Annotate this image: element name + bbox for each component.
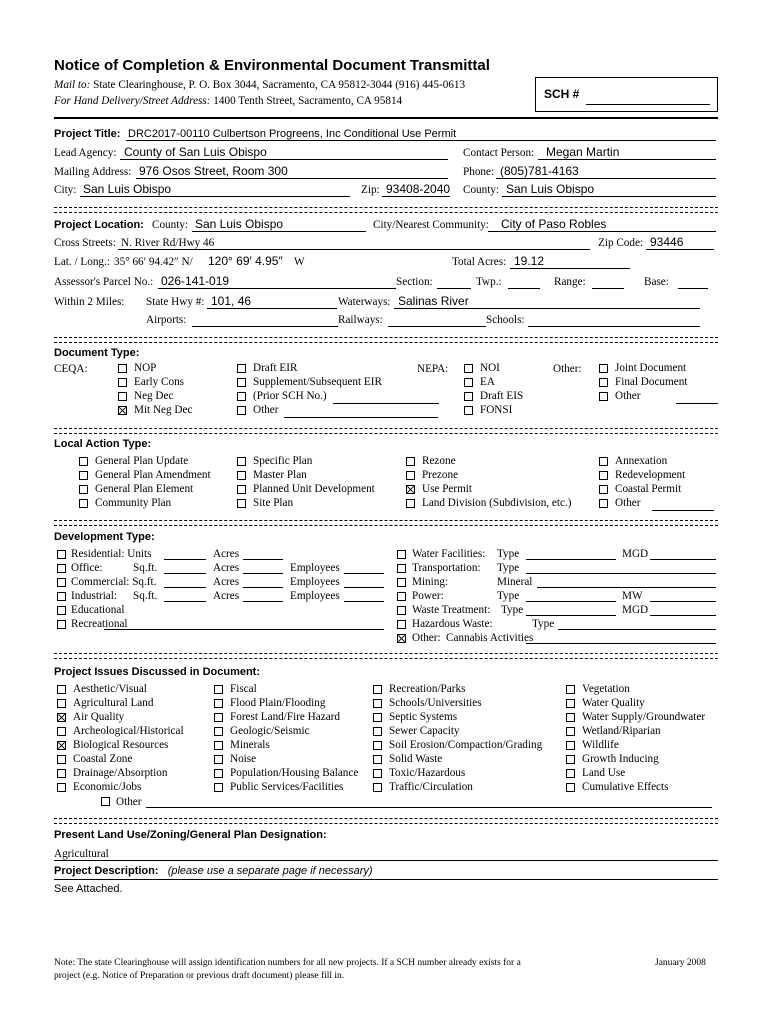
fiscal-label: Fiscal xyxy=(230,683,257,695)
aesthetic-visual-label: Aesthetic/Visual xyxy=(73,683,147,695)
local-action-heading: Local Action Type: xyxy=(54,438,152,450)
section-field[interactable] xyxy=(437,288,471,289)
office-sub-label: Sq.ft. xyxy=(133,562,158,574)
longitude-direction: W xyxy=(294,256,305,268)
zip-code-label: Zip Code: xyxy=(598,237,644,249)
nop-label: NOP xyxy=(134,362,157,374)
county-field[interactable]: San Luis Obispo xyxy=(506,182,595,196)
section-separator xyxy=(54,207,718,213)
recreation-parks-checkbox[interactable] xyxy=(373,685,382,694)
mining-field[interactable] xyxy=(537,587,716,588)
draft-eis-checkbox[interactable] xyxy=(464,392,473,401)
final-document-checkbox[interactable] xyxy=(599,378,608,387)
development-type-heading: Development Type: xyxy=(54,531,155,543)
waterways-field[interactable]: Salinas River xyxy=(398,294,469,308)
power-checkbox[interactable] xyxy=(397,592,406,601)
land-use-underline xyxy=(54,860,718,861)
nepa-other-field[interactable] xyxy=(676,403,718,404)
geologic-seismic-label: Geologic/Seismic xyxy=(230,725,310,737)
power-label: Power: xyxy=(412,590,444,602)
draft-eis-label: Draft EIS xyxy=(480,390,524,402)
other-label: Other xyxy=(615,497,641,509)
solid-waste-checkbox[interactable] xyxy=(373,755,382,764)
transportation-label: Transportation: xyxy=(412,562,481,574)
prior-sch-no-label: (Prior SCH No.) xyxy=(253,390,327,402)
office-employees-label: Employees xyxy=(290,562,340,574)
waterways-label: Waterways: xyxy=(338,296,391,308)
agricultural-land-checkbox[interactable] xyxy=(57,699,66,708)
general-plan-element-label: General Plan Element xyxy=(95,483,194,495)
phone-label: Phone: xyxy=(463,166,495,178)
sch-label: SCH # xyxy=(544,87,580,101)
project-description-field[interactable]: See Attached. xyxy=(54,883,123,895)
office-acres-field[interactable] xyxy=(243,573,283,574)
other-label: Other xyxy=(253,404,279,416)
prior-sch-field[interactable] xyxy=(333,403,439,404)
commercial-sq-ft-acres-label: Acres xyxy=(213,576,240,588)
location-county-underline xyxy=(192,231,366,232)
forest-land-fire-hazard-label: Forest Land/Fire Hazard xyxy=(230,711,340,723)
waste-treatment-type-label: Type xyxy=(501,604,524,616)
project-title-field[interactable]: DRC2017-00110 Culbertson Progreens, Inc Conditional Use Permit xyxy=(128,128,457,140)
header-rule xyxy=(54,117,718,119)
water-facilities-type-label: Type xyxy=(497,548,520,560)
minerals-label: Minerals xyxy=(230,739,270,751)
phone-underline xyxy=(496,178,716,179)
project-description-heading: Project Description: (please use a separate page if necessary) xyxy=(54,865,373,877)
drainage-absorption-checkbox[interactable] xyxy=(57,769,66,778)
septic-systems-label: Septic Systems xyxy=(389,711,458,723)
noi-checkbox[interactable] xyxy=(464,364,473,373)
prezone-label: Prezone xyxy=(422,469,459,481)
population-housing-balance-label: Population/Housing Balance xyxy=(230,767,359,779)
state-hwy-underline xyxy=(207,308,337,309)
lead-agency-label: Lead Agency: xyxy=(54,147,117,159)
water-quality-checkbox[interactable] xyxy=(566,699,575,708)
zip-underline xyxy=(382,196,450,197)
land-use-heading: Present Land Use/Zoning/General Plan Designation: xyxy=(54,829,327,841)
range-field[interactable] xyxy=(592,288,624,289)
neg-dec-label: Neg Dec xyxy=(134,390,174,402)
schools-field[interactable] xyxy=(528,326,700,327)
location-county-field[interactable]: San Luis Obispo xyxy=(195,217,284,231)
water-facilities-type-field[interactable] xyxy=(526,559,616,560)
mining-type-label: Mineral xyxy=(497,576,533,588)
waste-treatment-label: Waste Treatment: xyxy=(412,604,491,616)
waste-treatment-type-field[interactable] xyxy=(526,615,616,616)
air-quality-label: Air Quality xyxy=(73,711,125,723)
commercial-sq-ft-acres-field[interactable] xyxy=(243,587,283,588)
wildlife-checkbox[interactable] xyxy=(566,741,575,750)
other-checkbox[interactable] xyxy=(599,499,608,508)
mailing-address-label: Mailing Address: xyxy=(54,166,132,178)
economic-jobs-label: Economic/Jobs xyxy=(73,781,142,793)
state-hwy-label: State Hwy #: xyxy=(146,296,205,308)
annexation-label: Annexation xyxy=(615,455,668,467)
planned-unit-development-label: Planned Unit Development xyxy=(253,483,375,495)
total-acres-label: Total Acres: xyxy=(452,256,507,268)
lat-long-label: Lat. / Long.: xyxy=(54,256,110,268)
mailing-underline xyxy=(136,178,448,179)
city-field[interactable]: San Luis Obispo xyxy=(83,182,172,196)
rezone-checkbox[interactable] xyxy=(406,457,415,466)
specific-plan-label: Specific Plan xyxy=(253,455,313,467)
public-services-facilities-label: Public Services/Facilities xyxy=(230,781,344,793)
apn-label: Assessor's Parcel No.: xyxy=(54,276,154,288)
educational-checkbox[interactable] xyxy=(57,606,66,615)
issue-other-label: Other xyxy=(116,796,142,808)
population-housing-balance-checkbox[interactable] xyxy=(214,769,223,778)
footer-note-line-1: Note: The state Clearinghouse will assign identification numbers for all new projects. If a SCH number already exists for a xyxy=(54,958,521,968)
hazardous-waste-type-label: Type xyxy=(532,618,555,630)
project-issues-heading: Project Issues Discussed in Document: xyxy=(54,666,261,678)
hazardous-waste-field[interactable] xyxy=(558,629,716,630)
transportation-checkbox[interactable] xyxy=(397,564,406,573)
airports-field[interactable] xyxy=(192,326,338,327)
ea-checkbox[interactable] xyxy=(464,378,473,387)
water-facilities-unit-field[interactable] xyxy=(650,559,716,560)
residential-units-acres-field[interactable] xyxy=(243,559,283,560)
biological-resources-label: Biological Resources xyxy=(73,739,169,751)
recreational-checkbox[interactable] xyxy=(57,620,66,629)
transportation-type-label: Type xyxy=(497,562,520,574)
issue-other-checkbox[interactable] xyxy=(101,797,110,806)
community-plan-checkbox[interactable] xyxy=(79,499,88,508)
water-supply-groundwater-label: Water Supply/Groundwater xyxy=(582,711,706,723)
cross-streets-underline xyxy=(118,249,590,250)
section-separator xyxy=(54,337,718,343)
noi-label: NOI xyxy=(480,362,500,374)
apn-underline xyxy=(158,288,396,289)
archeological-historical-checkbox[interactable] xyxy=(57,727,66,736)
wetland-riparian-label: Wetland/Riparian xyxy=(582,725,661,737)
contact-label: Contact Person: xyxy=(463,147,535,159)
zip-field[interactable]: 93408-2040 xyxy=(386,182,451,196)
lead-agency-field[interactable]: County of San Luis Obispo xyxy=(124,145,267,159)
economic-jobs-checkbox[interactable] xyxy=(57,783,66,792)
waterways-underline xyxy=(394,308,700,309)
base-label: Base: xyxy=(644,276,669,288)
ceqa-label: CEQA: xyxy=(54,363,88,375)
railways-label: Railways: xyxy=(338,314,383,326)
commercial-sq-ft-employees-label: Employees xyxy=(290,576,340,588)
waste-treatment-unit-field[interactable] xyxy=(650,615,716,616)
hazardous-waste-label: Hazardous Waste: xyxy=(412,618,493,630)
contact-underline xyxy=(538,159,716,160)
toxic-hazardous-label: Toxic/Hazardous xyxy=(389,767,466,779)
master-plan-checkbox[interactable] xyxy=(237,471,246,480)
schools-universities-checkbox[interactable] xyxy=(373,699,382,708)
water-supply-groundwater-checkbox[interactable] xyxy=(566,713,575,722)
zip-code-underline xyxy=(646,249,714,250)
mail-to-line: Mail to: State Clearinghouse, P. O. Box 3044, Sacramento, CA 95812-3044 (916) 445-0613 xyxy=(54,79,466,91)
vegetation-checkbox[interactable] xyxy=(566,685,575,694)
hazardous-waste-checkbox[interactable] xyxy=(397,620,406,629)
recreational-label: Recreational xyxy=(71,618,128,630)
waste-treatment-unit-label: MGD xyxy=(622,604,649,616)
waste-treatment-checkbox[interactable] xyxy=(397,606,406,615)
power-unit-field[interactable] xyxy=(650,601,716,602)
industrial-employees-label: Employees xyxy=(290,590,340,602)
land-division-subdivision-etc-checkbox[interactable] xyxy=(406,499,415,508)
traffic-circulation-checkbox[interactable] xyxy=(373,783,382,792)
master-plan-label: Master Plan xyxy=(253,469,307,481)
section-separator xyxy=(54,818,718,824)
aesthetic-visual-checkbox[interactable] xyxy=(57,685,66,694)
general-plan-amendment-checkbox[interactable] xyxy=(79,471,88,480)
sewer-capacity-label: Sewer Capacity xyxy=(389,725,460,737)
general-plan-update-label: General Plan Update xyxy=(95,455,189,467)
forest-land-fire-hazard-checkbox[interactable] xyxy=(214,713,223,722)
total-acres-underline xyxy=(510,268,630,269)
power-type-label: Type xyxy=(497,590,520,602)
project-location-label: Project Location: xyxy=(54,219,144,231)
ea-label: EA xyxy=(480,376,495,388)
supplement-subsequent-eir-label: Supplement/Subsequent EIR xyxy=(253,376,382,388)
cross-streets-field[interactable]: N. River Rd/Hwy 46 xyxy=(121,237,215,249)
rezone-label: Rezone xyxy=(422,455,456,467)
growth-inducing-label: Growth Inducing xyxy=(582,753,659,765)
schools-universities-label: Schools/Universities xyxy=(389,697,482,709)
flood-plain-flooding-label: Flood Plain/Flooding xyxy=(230,697,326,709)
solid-waste-label: Solid Waste xyxy=(389,753,443,765)
commercial-sq-ft-amount-field[interactable] xyxy=(164,587,206,588)
wildlife-label: Wildlife xyxy=(582,739,619,751)
draft-eir-label: Draft EIR xyxy=(253,362,298,374)
mining-label: Mining: xyxy=(412,576,449,588)
other-value[interactable]: Cannabis Activities xyxy=(446,632,534,644)
city-label: City: xyxy=(54,184,77,196)
redevelopment-label: Redevelopment xyxy=(615,469,686,481)
sewer-capacity-checkbox[interactable] xyxy=(373,727,382,736)
sch-number-field[interactable] xyxy=(586,104,710,105)
office-checkbox[interactable] xyxy=(57,564,66,573)
joint-document-checkbox[interactable] xyxy=(599,364,608,373)
other-label: Other: xyxy=(553,363,582,375)
general-plan-element-checkbox[interactable] xyxy=(79,485,88,494)
total-acres-field[interactable]: 19.12 xyxy=(514,254,545,268)
soil-erosion-compaction-grading-checkbox[interactable] xyxy=(373,741,382,750)
final-document-label: Final Document xyxy=(615,376,688,388)
other-checkbox[interactable] xyxy=(237,406,246,415)
other-field[interactable] xyxy=(526,643,716,644)
growth-inducing-checkbox[interactable] xyxy=(566,755,575,764)
office-label: Office: xyxy=(71,562,103,574)
recreational-field[interactable] xyxy=(104,629,384,630)
fiscal-checkbox[interactable] xyxy=(214,685,223,694)
general-plan-update-checkbox[interactable] xyxy=(79,457,88,466)
traffic-circulation-label: Traffic/Circulation xyxy=(389,781,473,793)
industrial-acres-label: Acres xyxy=(213,590,240,602)
site-plan-label: Site Plan xyxy=(253,497,294,509)
other-checkbox[interactable] xyxy=(397,634,406,643)
industrial-sub-label: Sq.ft. xyxy=(133,590,158,602)
draft-eir-checkbox[interactable] xyxy=(237,364,246,373)
form-title: Notice of Completion & Environmental Document Transmittal xyxy=(54,57,490,74)
phone-field[interactable]: (805)781-4163 xyxy=(500,164,579,178)
other-label: Other xyxy=(615,390,641,402)
water-quality-label: Water Quality xyxy=(582,697,645,709)
minerals-checkbox[interactable] xyxy=(214,741,223,750)
commercial-sq-ft-employees-field[interactable] xyxy=(344,587,384,588)
residential-units-label: Residential: Units xyxy=(71,548,152,560)
power-unit-label: MW xyxy=(622,590,643,602)
industrial-acres-field[interactable] xyxy=(243,601,283,602)
base-field[interactable] xyxy=(678,288,708,289)
noise-label: Noise xyxy=(230,753,257,765)
local-other-field[interactable] xyxy=(652,510,714,511)
project-title-underline xyxy=(126,140,716,141)
land-use-checkbox[interactable] xyxy=(566,769,575,778)
coastal-permit-label: Coastal Permit xyxy=(615,483,682,495)
nearest-community-field[interactable]: City of Paso Robles xyxy=(501,217,607,231)
biological-resources-checkbox[interactable] xyxy=(57,741,66,750)
office-amount-field[interactable] xyxy=(164,573,206,574)
hand-delivery-line: For Hand Delivery/Street Address: 1400 Tenth Street, Sacramento, CA 95814 xyxy=(54,95,403,107)
soil-erosion-compaction-grading-label: Soil Erosion/Compaction/Grading xyxy=(389,739,543,751)
other-checkbox[interactable] xyxy=(599,392,608,401)
site-plan-checkbox[interactable] xyxy=(237,499,246,508)
zip-code-field[interactable]: 93446 xyxy=(650,235,684,249)
sch-number-box[interactable] xyxy=(535,77,718,112)
location-county-label: County: xyxy=(152,219,189,231)
residential-units-checkbox[interactable] xyxy=(57,550,66,559)
description-rule xyxy=(54,879,718,880)
coastal-zone-label: Coastal Zone xyxy=(73,753,133,765)
specific-plan-checkbox[interactable] xyxy=(237,457,246,466)
range-label: Range: xyxy=(554,276,586,288)
land-use-field[interactable]: Agricultural xyxy=(54,848,109,860)
cumulative-effects-checkbox[interactable] xyxy=(566,783,575,792)
early-cons-checkbox[interactable] xyxy=(118,378,127,387)
prezone-checkbox[interactable] xyxy=(406,471,415,480)
industrial-amount-field[interactable] xyxy=(164,601,206,602)
transportation-field[interactable] xyxy=(526,573,716,574)
agricultural-land-label: Agricultural Land xyxy=(73,697,154,709)
use-permit-label: Use Permit xyxy=(422,483,473,495)
doc-other-field[interactable] xyxy=(284,417,438,418)
use-permit-checkbox[interactable] xyxy=(406,485,415,494)
toxic-hazardous-checkbox[interactable] xyxy=(373,769,382,778)
planned-unit-development-checkbox[interactable] xyxy=(237,485,246,494)
general-plan-amendment-label: General Plan Amendment xyxy=(95,469,211,481)
annexation-checkbox[interactable] xyxy=(599,457,608,466)
prior-sch-no-checkbox[interactable] xyxy=(237,392,246,401)
cumulative-effects-label: Cumulative Effects xyxy=(582,781,669,793)
land-division-subdivision-etc-label: Land Division (Subdivision, etc.) xyxy=(422,497,572,509)
residential-units-amount-field[interactable] xyxy=(164,559,206,560)
section-label: Section: xyxy=(396,276,433,288)
apn-field[interactable]: 026-141-019 xyxy=(161,274,230,288)
nop-checkbox[interactable] xyxy=(118,364,127,373)
educational-label: Educational xyxy=(71,604,125,616)
water-facilities-unit-label: MGD xyxy=(622,548,649,560)
public-services-facilities-checkbox[interactable] xyxy=(214,783,223,792)
railways-field[interactable] xyxy=(388,326,486,327)
vegetation-label: Vegetation xyxy=(582,683,630,695)
recreation-parks-label: Recreation/Parks xyxy=(389,683,466,695)
project-title-label: Project Title: xyxy=(54,128,121,140)
footer-date: January 2008 xyxy=(655,958,706,968)
geologic-seismic-checkbox[interactable] xyxy=(214,727,223,736)
redevelopment-checkbox[interactable] xyxy=(599,471,608,480)
septic-systems-checkbox[interactable] xyxy=(373,713,382,722)
footer-note-line-2: project (e.g. Notice of Preparation or previous draft document) please fill in. xyxy=(54,971,345,981)
mit-neg-dec-label: Mit Neg Dec xyxy=(134,404,193,416)
industrial-employees-field[interactable] xyxy=(344,601,384,602)
coastal-zone-checkbox[interactable] xyxy=(57,755,66,764)
industrial-checkbox[interactable] xyxy=(57,592,66,601)
community-plan-label: Community Plan xyxy=(95,497,172,509)
nearest-community-underline xyxy=(488,231,716,232)
state-hwy-field[interactable]: 101, 46 xyxy=(211,294,252,308)
document-type-heading: Document Type: xyxy=(54,347,140,359)
power-type-field[interactable] xyxy=(526,601,616,602)
latitude-field[interactable]: 35° 66′ 94.42″ N/ xyxy=(114,256,193,268)
issue-other-field[interactable] xyxy=(146,807,712,808)
section-separator xyxy=(54,653,718,659)
other-label: Other: xyxy=(412,632,441,644)
commercial-sq-ft-label: Commercial: Sq.ft. xyxy=(71,576,157,588)
county-label: County: xyxy=(463,184,500,196)
wetland-riparian-checkbox[interactable] xyxy=(566,727,575,736)
twp-label: Twp.: xyxy=(476,276,502,288)
office-employees-field[interactable] xyxy=(344,573,384,574)
mit-neg-dec-checkbox[interactable] xyxy=(118,406,127,415)
supplement-subsequent-eir-checkbox[interactable] xyxy=(237,378,246,387)
industrial-label: Industrial: xyxy=(71,590,117,602)
mining-checkbox[interactable] xyxy=(397,578,406,587)
city-underline xyxy=(80,196,350,197)
residential-units-acres-label: Acres xyxy=(213,548,240,560)
fonsi-checkbox[interactable] xyxy=(464,406,473,415)
mailing-address-field[interactable]: 976 Osos Street, Room 300 xyxy=(139,164,288,178)
contact-field[interactable]: Megan Martin xyxy=(546,145,620,159)
longitude-field[interactable]: 120° 69′ 4.95″ xyxy=(208,254,283,268)
early-cons-label: Early Cons xyxy=(134,376,185,388)
commercial-sq-ft-checkbox[interactable] xyxy=(57,578,66,587)
nearest-community-label: City/Nearest Community: xyxy=(373,219,489,231)
county-underline xyxy=(502,196,716,197)
flood-plain-flooding-checkbox[interactable] xyxy=(214,699,223,708)
drainage-absorption-label: Drainage/Absorption xyxy=(73,767,168,779)
cross-streets-label: Cross Streets: xyxy=(54,237,116,249)
section-separator xyxy=(54,520,718,526)
airports-label: Airports: xyxy=(146,314,187,326)
water-facilities-checkbox[interactable] xyxy=(397,550,406,559)
office-acres-label: Acres xyxy=(213,562,240,574)
water-facilities-label: Water Facilities: xyxy=(412,548,486,560)
joint-document-label: Joint Document xyxy=(615,362,687,374)
fonsi-label: FONSI xyxy=(480,404,513,416)
archeological-historical-label: Archeological/Historical xyxy=(73,725,184,737)
section-separator xyxy=(54,428,718,434)
land-use-label: Land Use xyxy=(582,767,626,779)
zip-label: Zip: xyxy=(361,184,380,196)
noise-checkbox[interactable] xyxy=(214,755,223,764)
air-quality-checkbox[interactable] xyxy=(57,713,66,722)
schools-label: Schools: xyxy=(486,314,525,326)
twp-field[interactable] xyxy=(508,288,540,289)
lead-agency-underline xyxy=(120,159,448,160)
coastal-permit-checkbox[interactable] xyxy=(599,485,608,494)
within-2-miles-label: Within 2 Miles: xyxy=(54,296,125,308)
neg-dec-checkbox[interactable] xyxy=(118,392,127,401)
nepa-label: NEPA: xyxy=(417,363,449,375)
